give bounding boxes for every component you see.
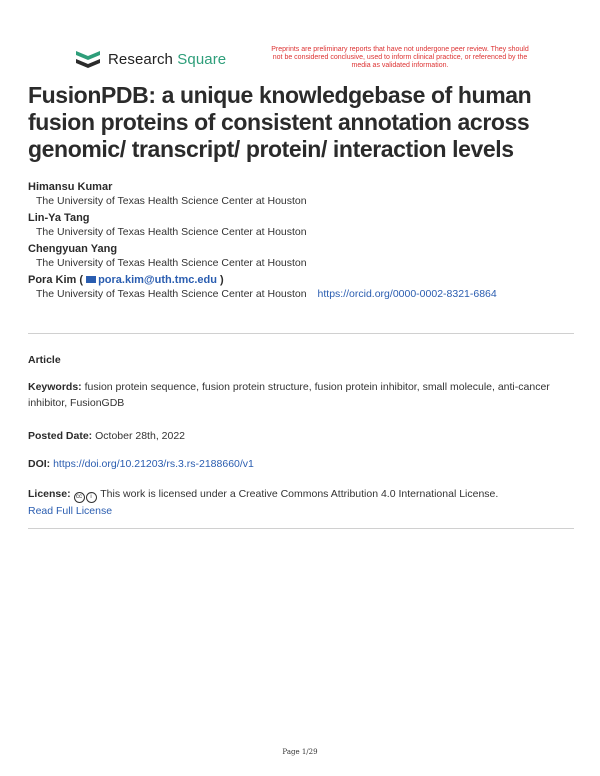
author-entry [28,242,588,270]
keywords [28,379,578,411]
author-entry [28,180,588,208]
author-name: Chengyuan Yang [28,243,118,255]
license [28,486,578,519]
posted-date-value: October 28th, 2022 [95,430,186,442]
research-square-logo-icon [74,47,102,71]
preprint-notice: Preprints are preliminary reports that have not undergone peer review. They should not be considered conclusive, used to inform clinical practice, or referenced by the media as validated information. [271,46,529,69]
article-type: Article [28,354,61,366]
doi-label: DOI: [28,458,51,470]
doi [28,456,578,472]
posted-date [28,428,578,444]
author-entry [28,211,588,239]
author-affiliation-row [36,287,588,301]
orcid-link[interactable]: https://orcid.org/0000-0002-8321-6864 [317,288,497,300]
author-affiliation: The University of Texas Health Science Center at Houston [36,288,307,300]
author-name: Pora Kim [28,274,77,286]
posted-label: Posted Date: [28,430,93,442]
author-list [28,180,588,304]
attribution-icon: i [86,492,97,503]
author-name-corresponding: Pora Kim ( pora.kim@uth.tmc.edu ) [28,274,224,286]
keywords-value: fusion protein sequence, fusion protein structure, fusion protein inhibitor, small molecule, anti-cancer inhibitor, FusionGDB [28,381,550,409]
keywords-label: Keywords: [28,381,82,393]
author-affiliation: The University of Texas Health Science Center at Houston [36,257,307,269]
creative-commons-icon: cc [74,492,85,503]
author-affiliation: The University of Texas Health Science Center at Houston [36,195,307,207]
author-affiliation: The University of Texas Health Science Center at Houston [36,226,307,238]
license-text: This work is licensed under a Creative Commons Attribution 4.0 International License. [100,488,499,500]
page-number: Page 1/29 [282,748,318,756]
author-name: Himansu Kumar [28,181,113,193]
mail-icon [86,276,96,283]
paper-title: FusionPDB: a unique knowledgebase of human fusion proteins of consistent annotation across genomic/ transcript/ protein/ interaction levels [28,82,532,162]
section-divider [28,528,574,529]
logo-text: Research Square [108,50,227,68]
author-email-link[interactable]: pora.kim@uth.tmc.edu [98,274,217,286]
research-square-logo[interactable] [74,47,226,71]
author-entry [28,273,588,301]
license-label: License: [28,488,71,500]
doi-link[interactable]: https://doi.org/10.21203/rs.3.rs-2188660/v1 [53,458,254,470]
author-name: Lin-Ya Tang [28,212,90,224]
read-full-license-link[interactable]: Read Full License [28,505,113,517]
section-divider [28,333,574,334]
